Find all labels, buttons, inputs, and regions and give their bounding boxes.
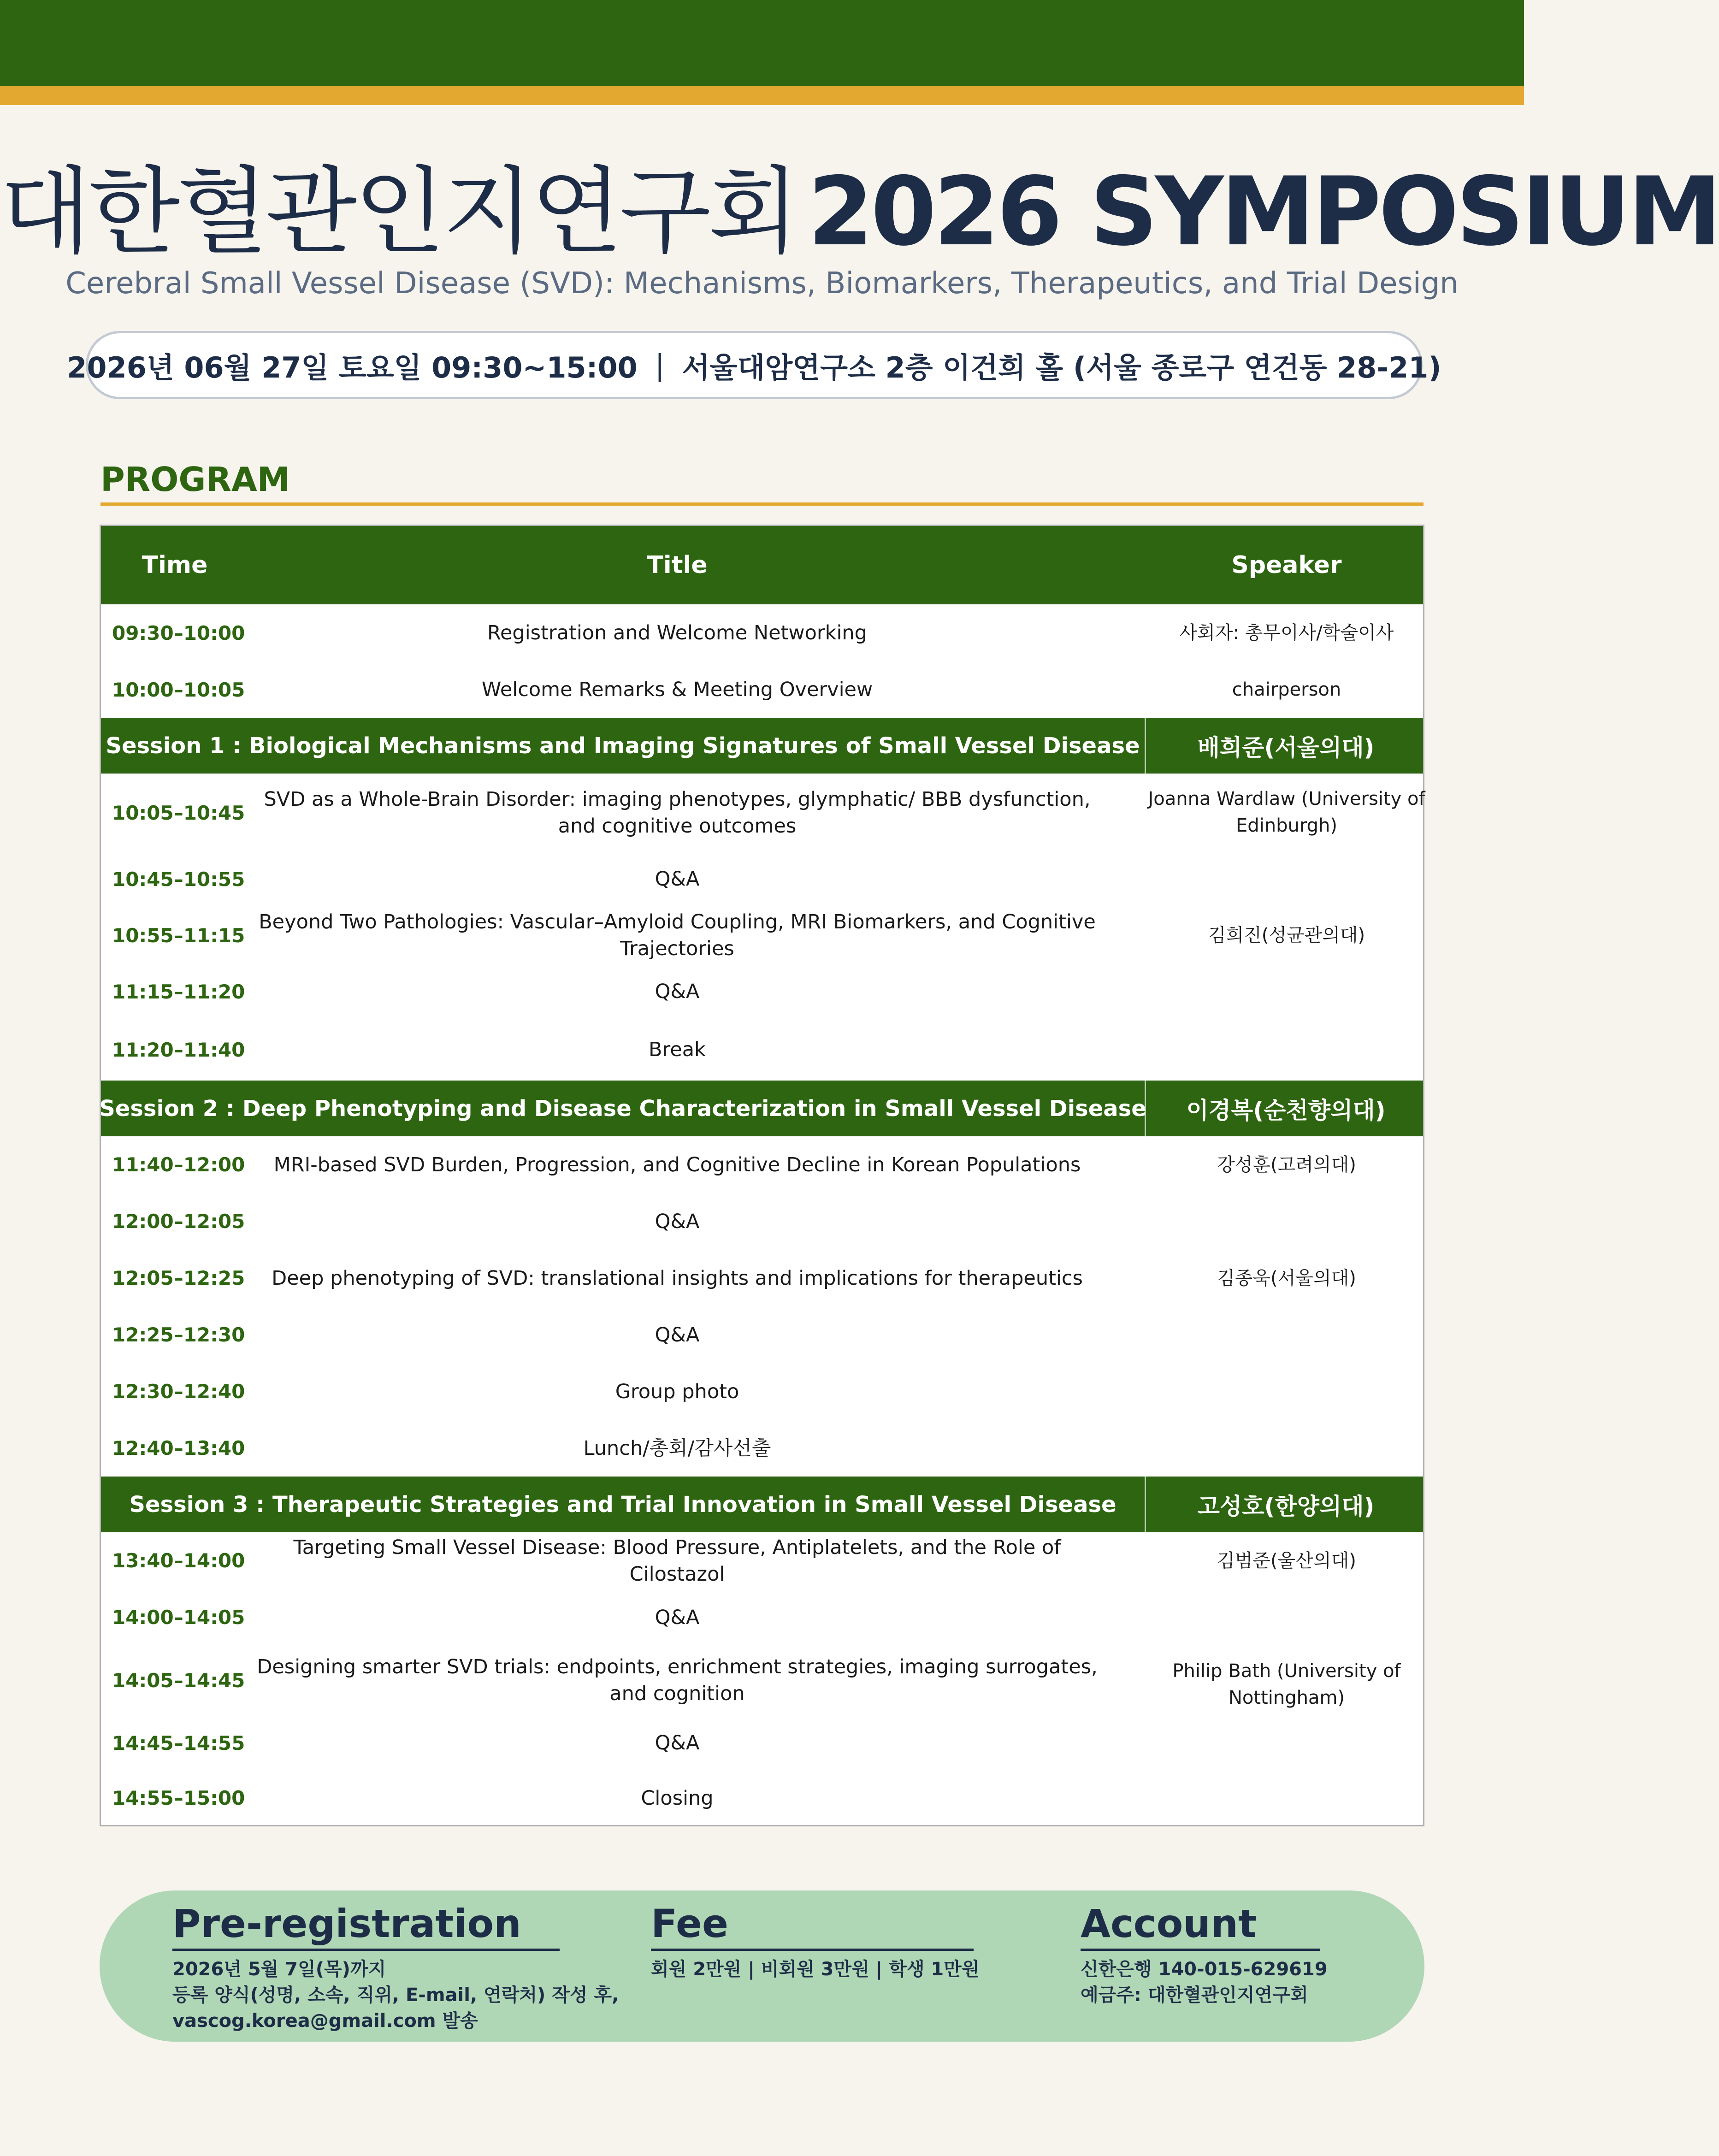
row-speaker (1147, 1589, 1426, 1646)
row-speaker (1147, 1306, 1426, 1363)
row-title: MRI-based SVD Burden, Progression, and Cognitive Decline in Korean Populations (273, 1153, 1081, 1176)
session-chair: 고성호(한양의대) (1145, 1477, 1426, 1532)
table-row (101, 774, 1423, 852)
table-header-row (101, 526, 1423, 604)
row-speaker: 김범준(울산의대) (1217, 1550, 1356, 1571)
table-row (101, 1589, 1423, 1646)
table-row (101, 906, 1423, 964)
session-name: Session 2 : Deep Phenotyping and Disease Characterization in Small Vessel Disease (99, 1095, 1146, 1122)
column-header-title: Title (647, 551, 708, 579)
fee-details: 회원 2만원 | 비회원 3만원 | 학생 1만원 (651, 1959, 980, 1980)
session-name: Session 1 : Biological Mechanisms and Imaging Signatures of Small Vessel Disease (106, 732, 1140, 759)
row-speaker (1147, 1363, 1426, 1420)
session-3-header (101, 1477, 1423, 1532)
row-time: 12:05–12:25 (112, 1267, 245, 1289)
row-speaker (1147, 1771, 1426, 1825)
top-accent-stripe (0, 86, 1524, 105)
row-speaker: 김희진(성균관의대) (1208, 925, 1365, 946)
table-row (101, 604, 1423, 662)
session-name: Session 3 : Therapeutic Strategies and Trial Innovation in Small Vessel Disease (129, 1491, 1116, 1518)
session-chair: 배희준(서울의대) (1145, 718, 1426, 774)
session-2-header (101, 1081, 1423, 1136)
row-time: 10:55–11:15 (112, 924, 245, 947)
table-row (101, 1019, 1423, 1081)
row-title: SVD as a Whole-Brain Disorder: imaging phenotypes, glymphatic/ BBB dysfunction, and cognitive outcomes (264, 788, 1091, 838)
row-time: 11:20–11:40 (112, 1038, 245, 1061)
row-speaker (1147, 1420, 1426, 1477)
row-time: 10:00–10:05 (112, 678, 245, 701)
table-row (101, 1306, 1423, 1363)
row-title: Targeting Small Vessel Disease: Blood Pressure, Antiplatelets, and the Role of Cilostazol (293, 1536, 1061, 1586)
row-speaker: Philip Bath (University of Nottingham) (1172, 1660, 1401, 1708)
row-title: Q&A (655, 980, 700, 1003)
page-title (0, 157, 1719, 267)
session-1-header (101, 718, 1423, 774)
top-banner-bar (0, 0, 1524, 86)
row-title: Designing smarter SVD trials: endpoints, enrichment strategies, imaging surrogates, and cognition (257, 1655, 1098, 1705)
row-speaker: 강성훈(고려의대) (1217, 1154, 1356, 1175)
row-time: 14:45–14:55 (112, 1731, 245, 1754)
row-time: 12:25–12:30 (112, 1323, 245, 1346)
registration-email[interactable]: vascog.korea@gmail.com 발송 (172, 2010, 478, 2032)
row-title: Q&A (655, 1323, 700, 1347)
table-row (101, 1136, 1423, 1193)
row-title: Deep phenotyping of SVD: translational insights and implications for therapeutics (272, 1266, 1083, 1290)
row-time: 14:00–14:05 (112, 1606, 245, 1629)
title-korean: 대한혈관인지연구회 (0, 157, 797, 267)
row-time: 12:30–12:40 (112, 1380, 245, 1403)
page-subtitle: Cerebral Small Vessel Disease (SVD): Mechanisms, Biomarkers, Therapeutics, and Trial Design (65, 266, 1459, 301)
row-title: Q&A (655, 1606, 700, 1629)
row-speaker: chairperson (1232, 679, 1341, 700)
row-title: Group photo (615, 1380, 739, 1403)
row-title: Beyond Two Pathologies: Vascular–Amyloid Coupling, MRI Biomarkers, and Cognitive Trajectories (259, 910, 1096, 960)
title-english: 2026 SYMPOSIUM (808, 157, 1719, 267)
row-time: 13:40–14:00 (112, 1549, 245, 1572)
event-date-time: 2026년 06월 27일 토요일 09:30~15:00 (67, 350, 638, 384)
column-header-speaker: Speaker (1231, 551, 1342, 579)
row-time: 10:05–10:45 (112, 801, 245, 824)
event-venue: 서울대암연구소 2층 이건희 홀 (서울 종로구 연건동 28-21) (682, 350, 1441, 384)
registration-footer (100, 1890, 1424, 2042)
row-title: Q&A (655, 1210, 700, 1233)
account-holder: 예금주: 대한혈관인지연구회 (1081, 1985, 1308, 2006)
table-row (101, 1420, 1423, 1477)
row-time: 10:45–10:55 (112, 868, 245, 891)
program-heading: PROGRAM (100, 460, 290, 499)
row-time: 12:00–12:05 (112, 1210, 245, 1233)
row-time: 09:30–10:00 (112, 621, 245, 644)
table-row (101, 1193, 1423, 1250)
bank-account-number: 신한은행 140-015-629619 (1081, 1959, 1328, 1980)
table-row (101, 1532, 1423, 1589)
row-time: 11:40–12:00 (112, 1153, 245, 1176)
row-speaker: 사회자: 총무이사/학술이사 (1179, 622, 1394, 644)
event-info-pill (67, 331, 1441, 399)
fee-block (651, 1901, 980, 1982)
table-row (101, 852, 1423, 906)
row-time: 14:05–14:45 (112, 1669, 245, 1692)
row-speaker (1147, 964, 1426, 1019)
row-title: Lunch/총회/감사선출 (583, 1436, 771, 1460)
table-row (101, 1250, 1423, 1306)
fee-heading: Fee (651, 1901, 974, 1951)
program-table (100, 525, 1424, 1826)
row-title: Q&A (655, 1731, 700, 1754)
session-chair: 이경복(순천향의대) (1145, 1081, 1426, 1136)
table-row (101, 964, 1423, 1019)
table-row (101, 1646, 1423, 1715)
row-title: Closing (641, 1786, 714, 1810)
row-time: 12:40–13:40 (112, 1437, 245, 1459)
row-speaker: Joanna Wardlaw (University of Edinburgh) (1148, 788, 1425, 836)
row-speaker (1147, 1193, 1426, 1250)
row-title: Break (649, 1038, 706, 1061)
pre-registration-block (172, 1901, 619, 2034)
table-row (101, 662, 1423, 718)
pre-registration-heading: Pre-registration (172, 1901, 560, 1951)
row-speaker (1147, 852, 1426, 906)
row-title: Registration and Welcome Networking (487, 621, 867, 644)
row-time: 14:55–15:00 (112, 1787, 245, 1809)
registration-deadline: 2026년 5월 7일(목)까지 (172, 1959, 386, 1980)
registration-form-note: 등록 양식(성명, 소속, 직위, E-mail, 연락처) 작성 후, (172, 1985, 619, 2006)
table-row (101, 1715, 1423, 1771)
account-block (1081, 1901, 1328, 2008)
column-header-time: Time (142, 551, 208, 579)
row-title: Q&A (655, 868, 700, 891)
account-heading: Account (1081, 1901, 1320, 1951)
table-row (101, 1363, 1423, 1420)
row-speaker (1147, 1715, 1426, 1771)
row-speaker: 김종욱(서울의대) (1217, 1267, 1356, 1289)
row-time: 11:15–11:20 (112, 980, 245, 1003)
row-title: Welcome Remarks & Meeting Overview (481, 678, 873, 701)
program-heading-rule (100, 502, 1424, 506)
row-speaker (1147, 1019, 1426, 1081)
table-row (101, 1771, 1423, 1825)
info-separator: | (655, 348, 665, 382)
